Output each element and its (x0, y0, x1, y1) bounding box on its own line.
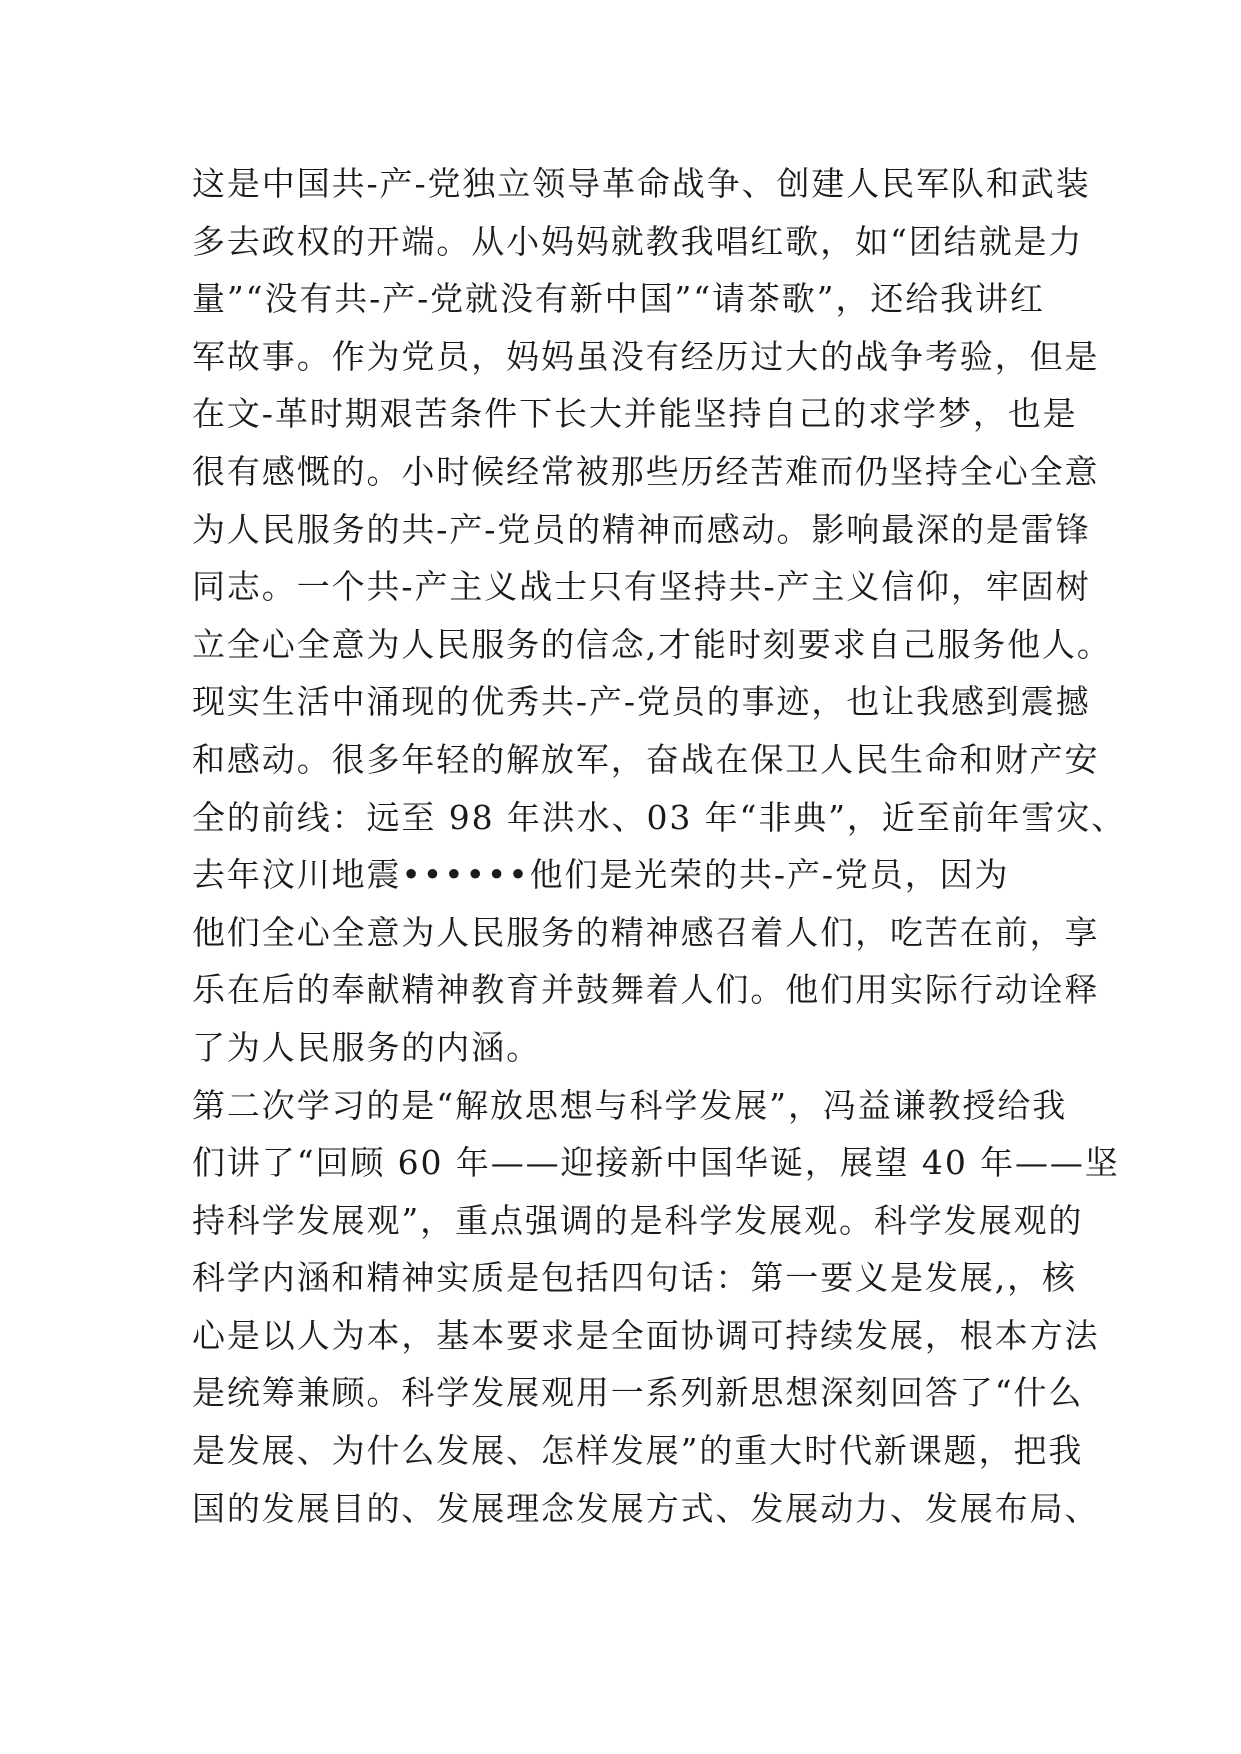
text-line: 军故事。作为党员，妈妈虽没有经历过大的战争考验，但是 (192, 336, 1100, 376)
text-line: 第二次学习的是“解放思想与科学发展”，冯益谦教授给我 (192, 1085, 1068, 1125)
text-line: 他们全心全意为人民服务的精神感召着人们，吃苦在前，享 (192, 912, 1100, 952)
text-line: 现实生活中涌现的优秀共-产-党员的事迹，也让我感到震撼 (192, 682, 1091, 722)
text-line: 了为人民服务的内涵。 (192, 1027, 541, 1067)
text-line: 多去政权的开端。从小妈妈就教我唱红歌，如“团结就是力 (192, 221, 1084, 261)
text-line: 心是以人为本，基本要求是全面协调可持续发展，根本方法 (192, 1315, 1100, 1355)
body-text (192, 155, 1127, 1537)
text-line: 全的前线：远至 98 年洪水、03 年“非典”，近至前年雪灾、 (192, 797, 1127, 837)
text-line: 乐在后的奉献精神教育并鼓舞着人们。他们用实际行动诠释 (192, 970, 1100, 1010)
text-line: 持科学发展观”，重点强调的是科学发展观。科学发展观的 (192, 1200, 1084, 1240)
text-line: 在文-革时期艰苦条件下长大并能坚持自己的求学梦，也是 (192, 394, 1078, 434)
text-line: 去年汶川地震••••••他们是光荣的共-产-党员，因为 (192, 855, 1010, 895)
text-line: 是发展、为什么发展、怎样发展”的重大时代新课题，把我 (192, 1431, 1084, 1471)
text-line: 很有感慨的。小时候经常被那些历经苦难而仍坚持全心全意 (192, 451, 1100, 491)
text-line: 这是中国共-产-党独立领导革命战争、创建人民军队和武装 (192, 164, 1091, 203)
text-line: 国的发展目的、发展理念发展方式、发展动力、发展布局、 (192, 1488, 1100, 1528)
text-line: 立全心全意为人民服务的信念,才能时刻要求自己服务他人。 (192, 624, 1112, 664)
text-line: 和感动。很多年轻的解放军，奋战在保卫人民生命和财产安 (192, 739, 1100, 779)
text-line: 同志。一个共-产主义战士只有坚持共-产主义信仰，牢固树 (192, 567, 1091, 607)
text-line: 是统筹兼顾。科学发展观用一系列新思想深刻回答了“什么 (192, 1373, 1084, 1413)
text-line: 们讲了“回顾 60 年——迎接新中国华诞，展望 40 年——坚 (192, 1143, 1120, 1183)
text-line: 量”“没有共-产-党就没有新中国”“请茶歌”，还给我讲红 (192, 279, 1045, 319)
text-line: 为人民服务的共-产-党员的精神而感动。影响最深的是雷锋 (192, 509, 1091, 549)
text-line: 科学内涵和精神实质是包括四句话：第一要义是发展,，核 (192, 1258, 1077, 1298)
